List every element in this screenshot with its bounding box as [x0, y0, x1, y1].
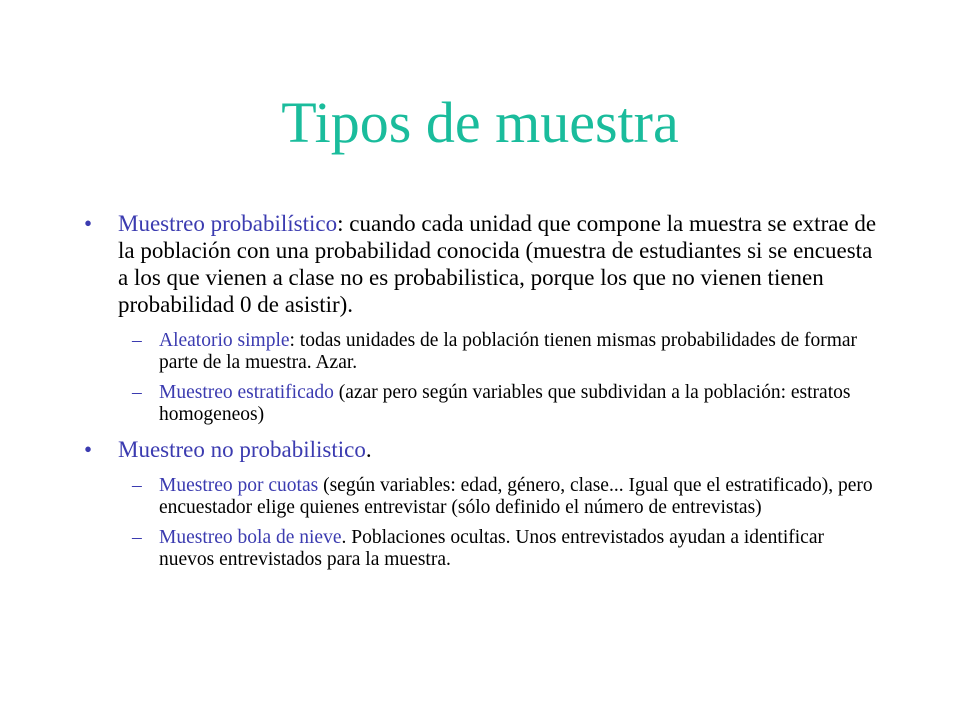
dash-icon: –: [132, 330, 142, 351]
sub-item-quota: [84, 475, 884, 519]
text-simple-random: : todas unidades de la población tienen mismas probabilidades de formar parte de la muestra. Azar.: [159, 330, 858, 373]
term-stratified: Muestreo estratificado: [159, 382, 334, 403]
slide-title: Tipos de muestra: [281, 90, 679, 155]
dash-icon: –: [132, 475, 142, 496]
sub-item-snowball: [84, 527, 884, 571]
text-snowball: . Poblaciones ocultas. Unos entrevistados ayudan a identificar nuevos entrevistados para la muestra.: [159, 527, 824, 570]
term-quota: Muestreo por cuotas: [159, 475, 319, 496]
dash-icon: –: [132, 527, 142, 548]
text-probabilistic: : cuando cada unidad que compone la muestra se extrae de la población con una probabilidad conocida (muestra de estudiantes si se encuesta a los que vienen a clase no es probabilistica, porque los que no vienen tienen probabilidad 0 de asistir).: [118, 211, 877, 317]
sub-item-stratified: [84, 382, 884, 426]
term-non-probabilistic: Muestreo no probabilistico: [118, 437, 366, 462]
bullet-item-non-probabilistic: [84, 436, 884, 463]
text-non-probabilistic: .: [365, 437, 372, 462]
slide-body: [84, 210, 884, 579]
bullet-icon: •: [84, 437, 93, 462]
term-snowball: Muestreo bola de nieve: [159, 527, 342, 548]
text-stratified: (azar pero según variables que subdividan a la población: estratos homogeneos): [159, 382, 851, 425]
dash-icon: –: [132, 382, 142, 403]
bullet-item-probabilistic: [84, 210, 884, 318]
term-probabilistic: Muestreo probabilístico: [118, 211, 338, 236]
sub-item-simple-random: [84, 330, 884, 374]
term-simple-random: Aleatorio simple: [159, 330, 290, 351]
bullet-icon: •: [84, 211, 93, 236]
text-quota: (según variables: edad, género, clase... Igual que el estratificado), pero encuestador elige quienes entrevistar (sólo definido el número de entrevistas): [159, 475, 873, 518]
